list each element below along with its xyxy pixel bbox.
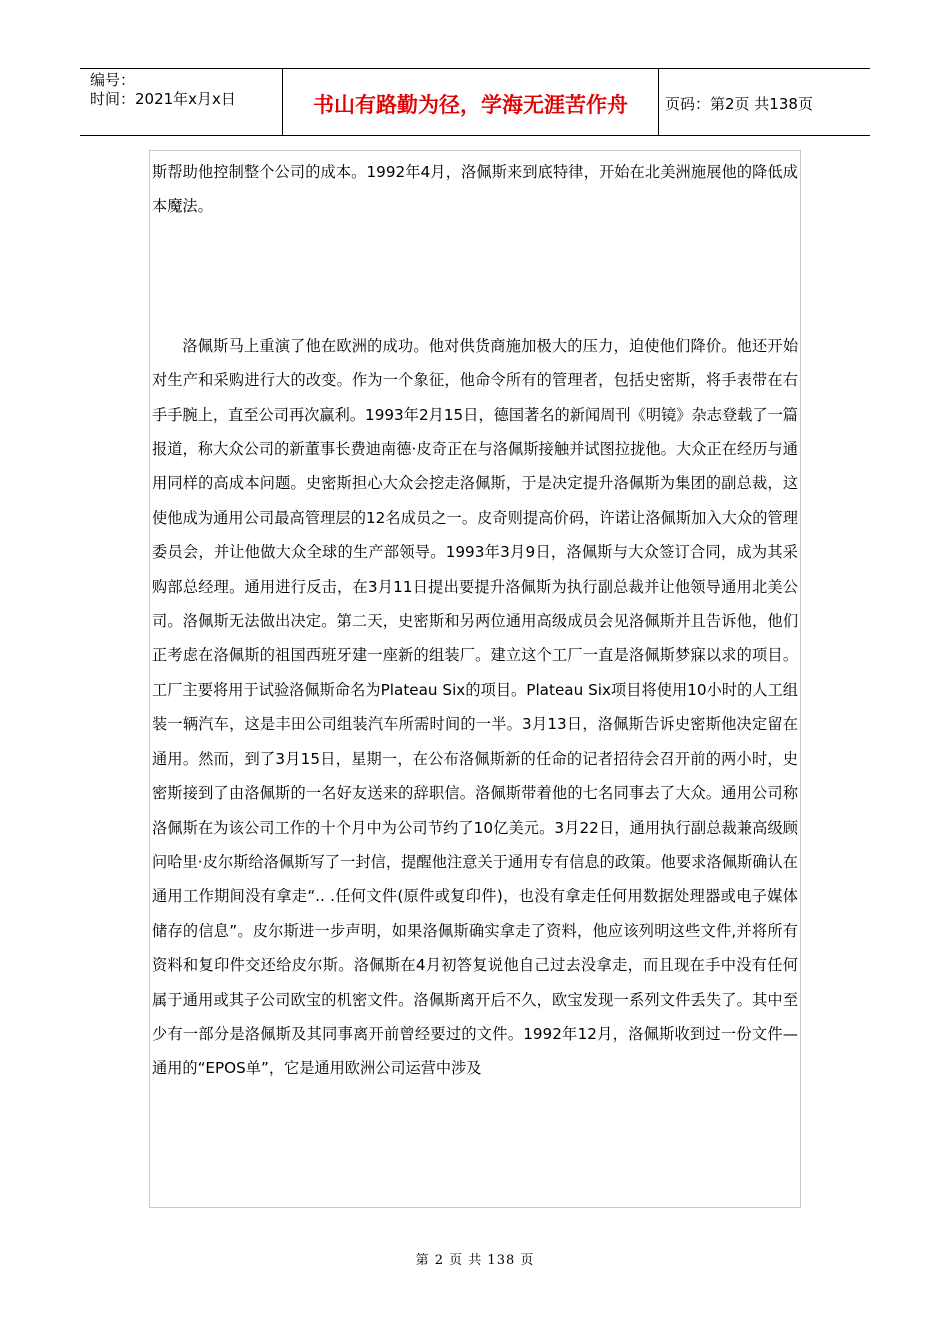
header-meta — [80, 69, 283, 135]
time-label: 时间：2021年x月x日 — [90, 90, 236, 108]
paragraph-spacer — [152, 224, 798, 329]
paragraph-2: 洛佩斯马上重演了他在欧洲的成功。他对供货商施加极大的压力，迫使他们降价。他还开始对生产和采购进行大的改变。作为一个象征，他命令所有的管理者，包括史密斯，将手表带在右手手腕上，直至公司再次赢利。1993年2月15日，德国著名的新闻周刊《明镜》杂志登载了一篇报道，称大众公司的新董事长费迪南德·皮奇正在与洛佩斯接触并试图拉拢他。大众正在经历与通用同样的高成本问题。史密斯担心大众会挖走洛佩斯，于是决定提升洛佩斯为集团的副总裁，这使他成为通用公司最高管理层的12名成员之一。皮奇则提高价码，许诺让洛佩斯加入大众的管理委员会，并让他做大众全球的生产部领导。1993年3月9日，洛佩斯与大众签订合同，成为其采购部总经理。通用进行反击，在3月11日提出要提升洛佩斯为执行副总裁并让他领导通用北美公司。洛佩斯无法做出决定。第二天，史密斯和另两位通用高级成员会见洛佩斯并且告诉他，他们正考虑在洛佩斯的祖国西班牙建一座新的组装厂。建立这个工厂一直是洛佩斯梦寐以求的项目。工厂主要将用于试验洛佩斯命名为Plateau Six的项目。Plateau Six项目将使用10小时的人工组装一辆汽车，这是丰田公司组装汽车所需时间的一半。3月13日，洛佩斯告诉史密斯他决定留在通用。然而，到了3月15日，星期一，在公布洛佩斯新的任命的记者招待会召开前的两小时，史密斯接到了由洛佩斯的一名好友送来的辞职信。洛佩斯带着他的七名同事去了大众。通用公司称洛佩斯在为该公司工作的十个月中为公司节约了10亿美元。3月22日，通用执行副总裁兼高级顾问哈里·皮尔斯给洛佩斯写了一封信，提醒他注意关于通用专有信息的政策。他要求洛佩斯确认在通用工作期间没有拿走“.. .任何文件(原件或复印件)，也没有拿走任何用数据处理器或电子媒体储存的信息”。皮尔斯进一步声明，如果洛佩斯确实拿走了资料，他应该列明这些文件,并将所有资料和复印件交还给皮尔斯。洛佩斯在4月初答复说他自己过去没拿走，而且现在手中没有任何属于通用或其子公司欧宝的机密文件。洛佩斯离开后不久，欧宝发现一系列文件丢失了。其中至少有一部分是洛佩斯及其同事离开前曾经要过的文件。1992年12月，洛佩斯收到过一份文件—通用的“EPOS单”，它是通用欧洲公司运营中涉及 — [152, 336, 798, 1078]
document-header — [80, 68, 870, 136]
header-page-info: 页码：第2页 共138页 — [665, 94, 813, 113]
page-footer: 第 2 页 共 138 页 — [415, 1253, 535, 1268]
header-motto: 书山有路勤为径，学海无涯苦作舟 — [283, 69, 659, 135]
document-body — [149, 150, 801, 1208]
paragraph-1: 斯帮助他控制整个公司的成本。1992年4月，洛佩斯来到底特律，开始在北美洲施展他的降低成本魔法。 — [152, 163, 798, 216]
number-label: 编号： — [90, 71, 136, 89]
